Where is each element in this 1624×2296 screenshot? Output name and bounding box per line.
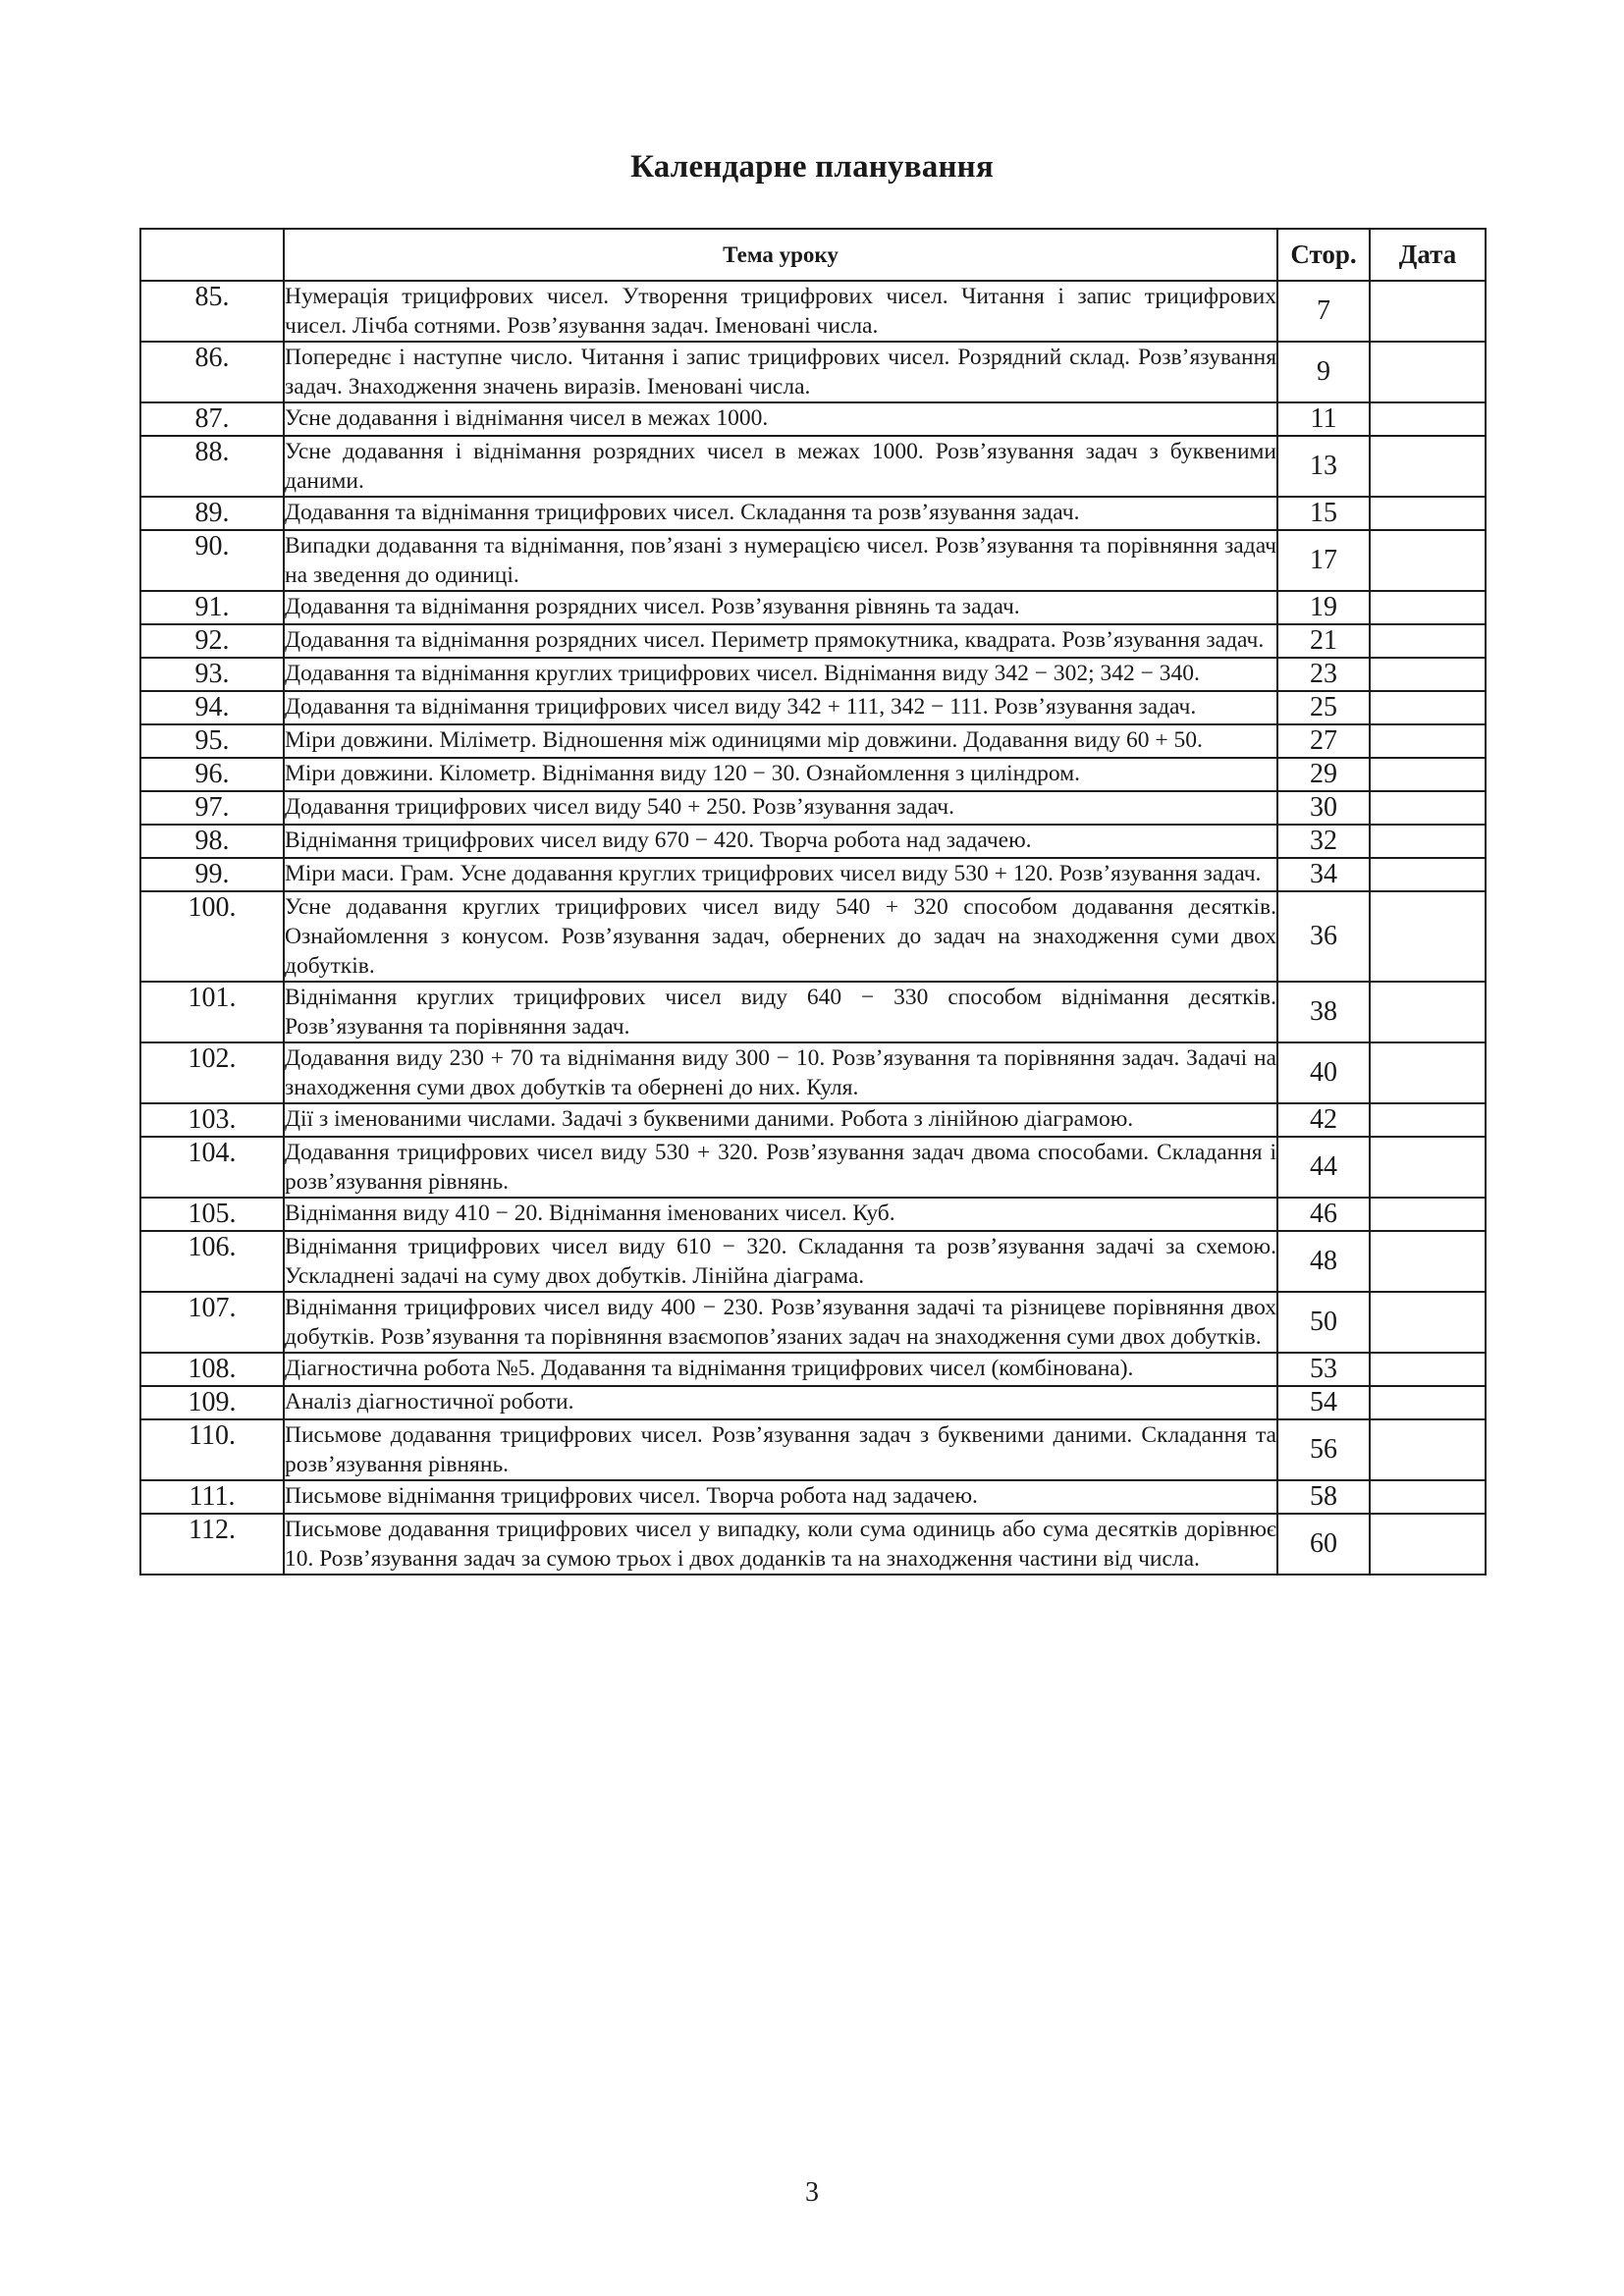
lesson-number: 89. [140, 497, 284, 530]
lesson-page: 48 [1277, 1231, 1370, 1292]
page-number: 3 [805, 2177, 819, 2208]
lesson-date[interactable] [1370, 1042, 1486, 1103]
lesson-page: 56 [1277, 1419, 1370, 1480]
lesson-date[interactable] [1370, 1137, 1486, 1198]
lesson-topic: Віднімання трицифрових чисел виду 400 − 230. Розв’язування задачі та різницеве порівняння двох добутків. Розв’язування та порівняння взаємопов’язаних задач на знаходження суми двох добутків. [284, 1292, 1277, 1353]
table-row [140, 858, 1486, 891]
lesson-date[interactable] [1370, 530, 1486, 591]
lesson-date[interactable] [1370, 758, 1486, 791]
lesson-number: 96. [140, 758, 284, 791]
lesson-page: 60 [1277, 1514, 1370, 1575]
lesson-date[interactable] [1370, 891, 1486, 982]
lesson-number: 91. [140, 591, 284, 624]
lesson-topic: Письмове додавання трицифрових чисел. Розв’язування задач з буквеними даними. Складання та розв’язування рівнянь. [284, 1419, 1277, 1480]
lesson-number: 102. [140, 1042, 284, 1103]
lesson-page: 27 [1277, 724, 1370, 758]
lesson-number: 107. [140, 1292, 284, 1353]
table-row [140, 658, 1486, 691]
table-row [140, 691, 1486, 724]
lesson-page: 42 [1277, 1103, 1370, 1137]
lesson-page: 9 [1277, 342, 1370, 402]
page-title: Календарне планування [630, 149, 994, 185]
table-row [140, 1386, 1486, 1419]
lesson-number: 110. [140, 1419, 284, 1480]
lesson-plan-table [139, 228, 1487, 1575]
lesson-page: 13 [1277, 436, 1370, 497]
lesson-page: 30 [1277, 791, 1370, 825]
lesson-page: 44 [1277, 1137, 1370, 1198]
lesson-page: 46 [1277, 1198, 1370, 1231]
lesson-topic: Діагностична робота №5. Додавання та віднімання трицифрових чисел (комбінована). [284, 1353, 1277, 1386]
lesson-number: 98. [140, 825, 284, 858]
lesson-number: 100. [140, 891, 284, 982]
lesson-number: 95. [140, 724, 284, 758]
lesson-topic: Попереднє і наступне число. Читання і запис трицифрових чисел. Розрядний склад. Розв’язування задач. Знаходження значень виразів. Іменовані числа. [284, 342, 1277, 402]
lesson-number: 90. [140, 530, 284, 591]
table-row [140, 342, 1486, 402]
table-row [140, 758, 1486, 791]
lesson-date[interactable] [1370, 342, 1486, 402]
table-row [140, 825, 1486, 858]
lesson-number: 99. [140, 858, 284, 891]
lesson-topic: Віднімання виду 410 − 20. Віднімання іменованих чисел. Куб. [284, 1198, 1277, 1231]
lesson-date[interactable] [1370, 1103, 1486, 1137]
lesson-date[interactable] [1370, 497, 1486, 530]
lesson-topic: Додавання виду 230 + 70 та віднімання виду 300 − 10. Розв’язування та порівняння задач. Задачі на знаходження суми двох добутків та обернені до них. Куля. [284, 1042, 1277, 1103]
lesson-date[interactable] [1370, 436, 1486, 497]
lesson-number: 88. [140, 436, 284, 497]
table-row [140, 436, 1486, 497]
lesson-page: 7 [1277, 281, 1370, 342]
table-body [140, 281, 1486, 1575]
lesson-page: 38 [1277, 982, 1370, 1042]
lesson-number: 109. [140, 1386, 284, 1419]
lesson-number: 86. [140, 342, 284, 402]
lesson-topic: Нумерація трицифрових чисел. Утворення трицифрових чисел. Читання і запис трицифрових чисел. Лічба сотнями. Розв’язування задач. Іменовані числа. [284, 281, 1277, 342]
lesson-topic: Письмове додавання трицифрових чисел у випадку, коли сума одиниць або сума десятків дорівнює 10. Розв’язування задач за сумою трьох і двох доданків та на знаходження частини від числа. [284, 1514, 1277, 1575]
lesson-page: 25 [1277, 691, 1370, 724]
table-row [140, 530, 1486, 591]
lesson-date[interactable] [1370, 1419, 1486, 1480]
lesson-topic: Міри довжини. Кілометр. Віднімання виду 120 − 30. Ознайомлення з циліндром. [284, 758, 1277, 791]
lesson-date[interactable] [1370, 791, 1486, 825]
lesson-date[interactable] [1370, 402, 1486, 436]
lesson-number: 92. [140, 624, 284, 658]
header-number [140, 229, 284, 281]
lesson-number: 112. [140, 1514, 284, 1575]
lesson-date[interactable] [1370, 1480, 1486, 1514]
lesson-date[interactable] [1370, 982, 1486, 1042]
lesson-topic: Віднімання трицифрових чисел виду 670 − 420. Творча робота над задачею. [284, 825, 1277, 858]
lesson-topic: Додавання та віднімання трицифрових чисел. Складання та розв’язування задач. [284, 497, 1277, 530]
lesson-date[interactable] [1370, 1198, 1486, 1231]
lesson-number: 87. [140, 402, 284, 436]
table-row [140, 1514, 1486, 1575]
table-row [140, 281, 1486, 342]
lesson-page: 54 [1277, 1386, 1370, 1419]
lesson-date[interactable] [1370, 281, 1486, 342]
table-row [140, 1292, 1486, 1353]
lesson-topic: Додавання та віднімання розрядних чисел. Розв’язування рівнянь та задач. [284, 591, 1277, 624]
lesson-page: 36 [1277, 891, 1370, 982]
table-row [140, 1042, 1486, 1103]
lesson-page: 50 [1277, 1292, 1370, 1353]
lesson-number: 94. [140, 691, 284, 724]
lesson-number: 101. [140, 982, 284, 1042]
table-row [140, 1198, 1486, 1231]
table-row [140, 982, 1486, 1042]
table-row [140, 402, 1486, 436]
lesson-topic: Міри маси. Грам. Усне додавання круглих трицифрових чисел виду 530 + 120. Розв’язування задач. [284, 858, 1277, 891]
lesson-date[interactable] [1370, 1353, 1486, 1386]
lesson-number: 108. [140, 1353, 284, 1386]
lesson-date[interactable] [1370, 724, 1486, 758]
lesson-topic: Дії з іменованими числами. Задачі з буквеними даними. Робота з лінійною діаграмою. [284, 1103, 1277, 1137]
lesson-page: 11 [1277, 402, 1370, 436]
table-row [140, 1419, 1486, 1480]
lesson-page: 58 [1277, 1480, 1370, 1514]
lesson-page: 53 [1277, 1353, 1370, 1386]
lesson-number: 106. [140, 1231, 284, 1292]
header-page: Стор. [1277, 229, 1370, 281]
lesson-topic: Додавання та віднімання круглих трицифрових чисел. Віднімання виду 342 − 302; 342 − 340. [284, 658, 1277, 691]
lesson-topic: Письмове віднімання трицифрових чисел. Творча робота над задачею. [284, 1480, 1277, 1514]
header-date: Дата [1370, 229, 1486, 281]
lesson-topic: Міри довжини. Міліметр. Відношення між одиницями мір довжини. Додавання виду 60 + 50. [284, 724, 1277, 758]
table-row [140, 624, 1486, 658]
lesson-topic: Додавання трицифрових чисел виду 540 + 250. Розв’язування задач. [284, 791, 1277, 825]
lesson-topic: Випадки додавання та віднімання, пов’язані з нумерацією чисел. Розв’язування та порівняння задач на зведення до одиниці. [284, 530, 1277, 591]
lesson-page: 21 [1277, 624, 1370, 658]
lesson-topic: Додавання та віднімання розрядних чисел. Периметр прямокутника, квадрата. Розв’язування задач. [284, 624, 1277, 658]
lesson-topic: Додавання трицифрових чисел виду 530 + 320. Розв’язування задач двома способами. Складання і розв’язування рівнянь. [284, 1137, 1277, 1198]
table-row [140, 497, 1486, 530]
lesson-date[interactable] [1370, 691, 1486, 724]
lesson-number: 105. [140, 1198, 284, 1231]
header-topic: Тема уроку [284, 229, 1277, 281]
table-header-row [140, 229, 1486, 281]
table-row [140, 1231, 1486, 1292]
lesson-date[interactable] [1370, 825, 1486, 858]
lesson-page: 40 [1277, 1042, 1370, 1103]
lesson-page: 29 [1277, 758, 1370, 791]
lesson-page: 15 [1277, 497, 1370, 530]
lesson-date[interactable] [1370, 1386, 1486, 1419]
lesson-date[interactable] [1370, 591, 1486, 624]
lesson-topic: Віднімання трицифрових чисел виду 610 − 320. Складання та розв’язування задачі за схемою. Ускладнені задачі на суму двох добутків. Лінійна діаграма. [284, 1231, 1277, 1292]
lesson-number: 103. [140, 1103, 284, 1137]
lesson-topic: Додавання та віднімання трицифрових чисел виду 342 + 111, 342 − 111. Розв’язування задач. [284, 691, 1277, 724]
table-row [140, 791, 1486, 825]
lesson-date[interactable] [1370, 624, 1486, 658]
lesson-topic: Віднімання круглих трицифрових чисел виду 640 − 330 способом віднімання десятків. Розв’язування та порівняння задач. [284, 982, 1277, 1042]
lesson-topic: Усне додавання і віднімання розрядних чисел в межах 1000. Розв’язування задач з буквеними даними. [284, 436, 1277, 497]
lesson-page: 17 [1277, 530, 1370, 591]
lesson-topic: Усне додавання і віднімання чисел в межах 1000. [284, 402, 1277, 436]
lesson-number: 93. [140, 658, 284, 691]
table-row [140, 1137, 1486, 1198]
lesson-number: 97. [140, 791, 284, 825]
lesson-page: 19 [1277, 591, 1370, 624]
lesson-date[interactable] [1370, 858, 1486, 891]
table-row [140, 1103, 1486, 1137]
lesson-number: 104. [140, 1137, 284, 1198]
lesson-number: 85. [140, 281, 284, 342]
lesson-page: 32 [1277, 825, 1370, 858]
table-row [140, 1480, 1486, 1514]
table-row [140, 724, 1486, 758]
lesson-page: 34 [1277, 858, 1370, 891]
lesson-date[interactable] [1370, 1514, 1486, 1575]
lesson-date[interactable] [1370, 1231, 1486, 1292]
table-row [140, 1353, 1486, 1386]
table-row [140, 591, 1486, 624]
lesson-topic: Усне додавання круглих трицифрових чисел виду 540 + 320 способом додавання десятків. Ознайомлення з конусом. Розв’язування задач, обернених до задач на знаходження суми двох добутків. [284, 891, 1277, 982]
lesson-date[interactable] [1370, 658, 1486, 691]
table-row [140, 891, 1486, 982]
lesson-date[interactable] [1370, 1292, 1486, 1353]
lesson-topic: Аналіз діагностичної роботи. [284, 1386, 1277, 1419]
lesson-number: 111. [140, 1480, 284, 1514]
lesson-page: 23 [1277, 658, 1370, 691]
